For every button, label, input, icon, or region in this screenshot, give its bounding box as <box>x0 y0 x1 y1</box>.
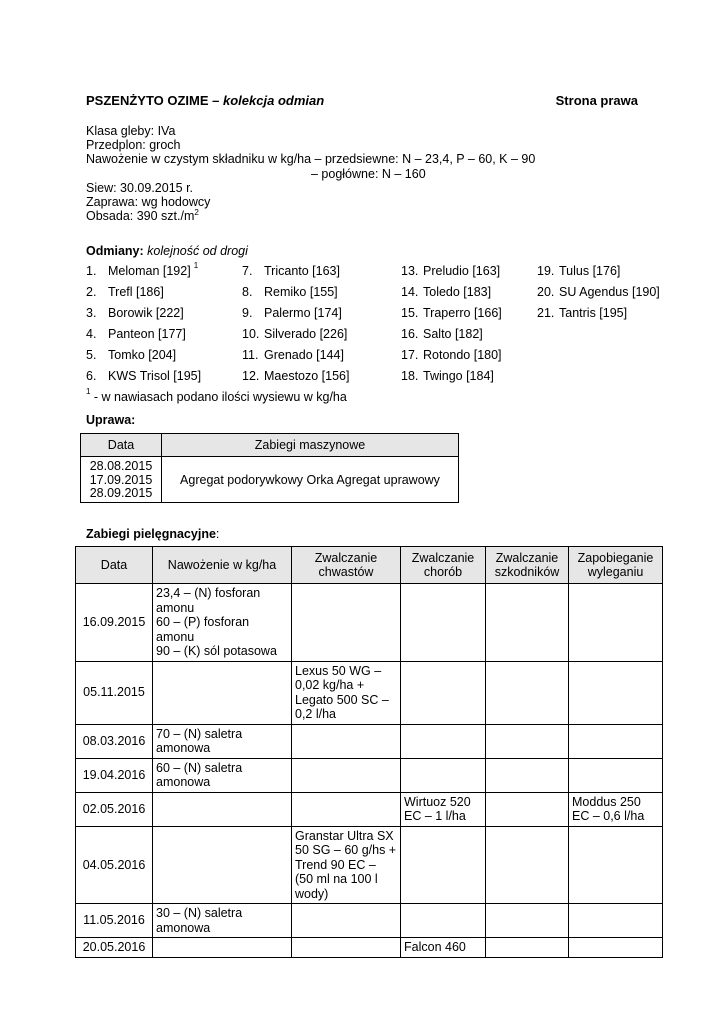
care-fertilization: 60 – (N) saletra amonowa <box>153 758 292 792</box>
variety-item: 3. Borowik [222] <box>86 306 184 320</box>
care-disease <box>401 904 486 938</box>
care-header-weeds: Zwalczanie chwastów <box>292 547 401 584</box>
page-side: Strona prawa <box>555 93 638 108</box>
plant-density: Obsada: 390 $szt./m^2$ <box>86 208 199 224</box>
care-lodging <box>569 904 663 938</box>
care-fertilization <box>153 792 292 826</box>
fertilization-top: – pogłówne: N – 160 <box>311 166 426 181</box>
care-date: 16.09.2015 <box>76 584 153 662</box>
care-date: 08.03.2016 <box>76 724 153 758</box>
care-pests <box>486 904 569 938</box>
care-lodging <box>569 661 663 724</box>
care-pests <box>486 938 569 958</box>
care-weeds <box>292 584 401 662</box>
care-pests <box>486 724 569 758</box>
table-row <box>76 724 663 758</box>
variety-item: 11. Grenado [144] <box>242 348 344 362</box>
care-fertilization: 23,4 – (N) fosforan amonu 60 – (P) fosforan amonu 90 – (K) sól potasowa <box>153 584 292 662</box>
care-disease <box>401 584 486 662</box>
variety-item: 6. KWS Trisol [195] <box>86 369 202 383</box>
seed-dressing: Zaprawa: wg hodowcy <box>86 195 211 210</box>
care-disease <box>401 724 486 758</box>
title-bold: PSZENŻYTO OZIME – <box>86 93 224 108</box>
care-lodging <box>569 584 663 662</box>
care-pests <box>486 758 569 792</box>
care-header-fert: Nawożenie w kg/ha <box>153 547 292 584</box>
variety-item: 2. Trefl [186] <box>86 285 164 299</box>
care-disease: Wirtuoz 520 EC – 1 l/ha <box>401 792 486 826</box>
care-lodging <box>569 758 663 792</box>
variety-item: 19. Tulus [176] <box>537 264 621 278</box>
variety-item: 12. Maestozo [156] <box>242 369 350 383</box>
title-italic: kolekcja odmian <box>223 93 325 108</box>
variety-item: 20. SU Agendus [190] <box>537 285 660 299</box>
uprawa-heading: Uprawa: <box>86 413 136 427</box>
care-disease <box>401 661 486 724</box>
care-lodging: Moddus 250 EC – 0,6 l/ha <box>569 792 663 826</box>
sowing-date: Siew: 30.09.2015 r. <box>86 180 194 195</box>
care-header-date: Data <box>76 547 153 584</box>
care-lodging <box>569 938 663 958</box>
tillage-ops: Agregat podorywkowy Orka Agregat uprawowy <box>162 457 459 503</box>
care-lodging <box>569 724 663 758</box>
care-date: 02.05.2016 <box>76 792 153 826</box>
care-weeds <box>292 792 401 826</box>
care-fertilization <box>153 826 292 904</box>
care-weeds <box>292 938 401 958</box>
tillage-dates: 28.08.2015 17.09.2015 28.09.2015 <box>81 457 162 503</box>
care-pests <box>486 792 569 826</box>
variety-item: 15. Traperro [166] <box>401 306 502 320</box>
care-disease: Falcon 460 <box>401 938 486 958</box>
variety-item: 14. Toledo [183] <box>401 285 492 299</box>
table-row <box>76 904 663 938</box>
variety-item: 17. Rotondo [180] <box>401 348 502 362</box>
care-fertilization: 30 – (N) saletra amonowa <box>153 904 292 938</box>
varieties-note: kolejność od drogi <box>147 244 248 258</box>
variety-item: 16. Salto [182] <box>401 327 483 341</box>
care-weeds: Lexus 50 WG – 0,02 kg/ha + Legato 500 SC – 0,2 l/ha <box>292 661 401 724</box>
care-pests <box>486 826 569 904</box>
tillage-header-ops: Zabiegi maszynowe <box>162 434 459 457</box>
care-pests <box>486 584 569 662</box>
variety-item: 21. Tantris [195] <box>537 306 628 320</box>
tillage-header-date: Data <box>81 434 162 457</box>
table-row <box>76 661 663 724</box>
page-header <box>86 93 638 108</box>
care-table <box>75 546 663 958</box>
varieties-heading: Odmiany: kolejność od drogi <box>86 244 248 258</box>
table-row <box>76 584 663 662</box>
care-weeds <box>292 758 401 792</box>
care-heading: Zabiegi pielęgnacyjne: <box>86 527 220 541</box>
care-lodging <box>569 826 663 904</box>
care-disease <box>401 758 486 792</box>
care-weeds <box>292 904 401 938</box>
variety-item: 5. Tomko [204] <box>86 348 177 362</box>
table-row <box>76 792 663 826</box>
care-fertilization <box>153 938 292 958</box>
care-fertilization <box>153 661 292 724</box>
table-row <box>76 758 663 792</box>
variety-item: 10. Silverado [226] <box>242 327 348 341</box>
soil-class: Klasa gleby: IVa <box>86 124 176 138</box>
variety-item: 9. Palermo [174] <box>242 306 342 320</box>
care-disease <box>401 826 486 904</box>
care-header-lodging: Zapobieganie wyleganiu <box>569 547 663 584</box>
variety-item: 1. Meloman [192] $^1$ <box>86 261 199 278</box>
care-date: 20.05.2016 <box>76 938 153 958</box>
table-row <box>81 457 459 503</box>
care-date: 04.05.2016 <box>76 826 153 904</box>
care-weeds <box>292 724 401 758</box>
table-row <box>76 938 663 958</box>
fertilization-pre: Nawożenie w czystym składniku w kg/ha – przedsiewne: N – 23,4, P – 60, K – 90 <box>86 152 536 167</box>
care-weeds: Granstar Ultra SX 50 SG – 60 g/hs + Trend 90 EC – (50 ml na 100 l wody) <box>292 826 401 904</box>
variety-item: 4. Panteon [177] <box>86 327 186 341</box>
variety-item: 18. Twingo [184] <box>401 369 494 383</box>
footnote: $^1$ - w nawiasach podano ilości wysiewu w kg/ha <box>86 387 347 404</box>
variety-item: 13. Preludio [163] <box>401 264 501 278</box>
care-fertilization: 70 – (N) saletra amonowa <box>153 724 292 758</box>
tillage-table <box>80 433 459 503</box>
care-date: 19.04.2016 <box>76 758 153 792</box>
care-date: 11.05.2016 <box>76 904 153 938</box>
trial-info <box>86 124 535 223</box>
variety-item: 7. Tricanto [163] <box>242 264 340 278</box>
variety-item: 8. Remiko [155] <box>242 285 338 299</box>
care-header-pests: Zwalczanie szkodników <box>486 547 569 584</box>
care-pests <box>486 661 569 724</box>
care-date: 05.11.2015 <box>76 661 153 724</box>
care-header-disease: Zwalczanie chorób <box>401 547 486 584</box>
table-row <box>76 826 663 904</box>
preceding-crop: Przedplon: groch <box>86 138 181 153</box>
